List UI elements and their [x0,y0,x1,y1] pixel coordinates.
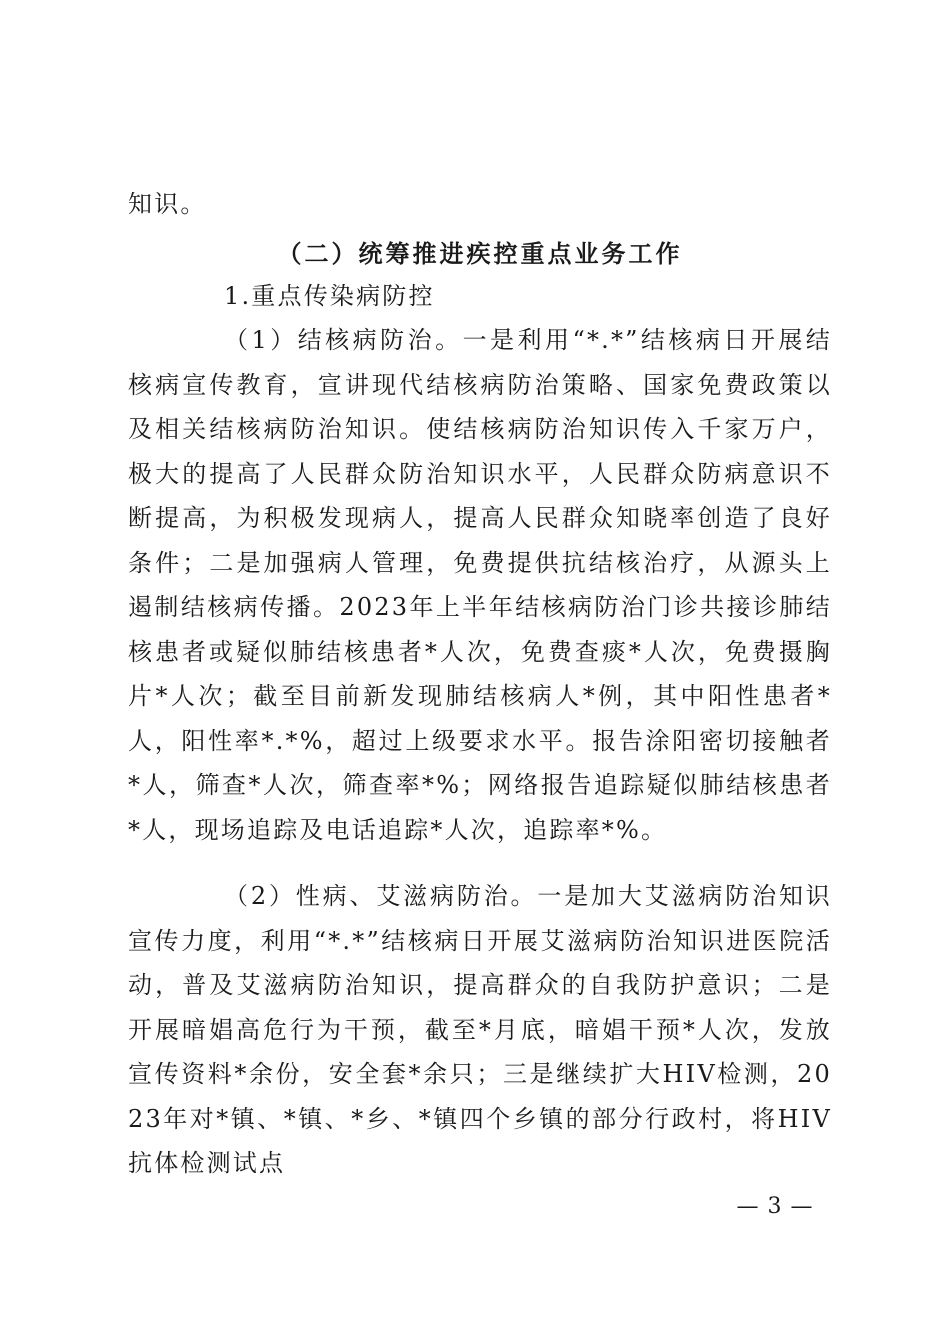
std-hiv-paragraph: （2）性病、艾滋病防治。一是加大艾滋病防治知识宣传力度，利用“*.*”结核病日开展艾滋病防治知识进医院活动，普及艾滋病防治知识，提高群众的自我防护意识；二是开展暗娼高危行为干预，截至*月底，暗娼干预*人次，发放宣传资料*余份，安全套*余只；三是继续扩大HIV检测，2023年对*镇、*镇、*乡、*镇四个乡镇的部分行政村，将HIV抗体检测试点 [128,882,832,1177]
tuberculosis-paragraph: （1）结核病防治。一是利用“*.*”结核病日开展结核病宣传教育，宣讲现代结核病防治策略、国家免费政策以及相关结核病防治知识。使结核病防治知识传入千家万户，极大的提高了人民群众防治知识水平，人民群众防病意识不断提高，为积极发现病人，提高人民群众知晓率创造了良好条件；二是加强病人管理，免费提供抗结核治疗，从源头上遏制结核病传播。2023年上半年结核病防治门诊共接诊肺结核患者或疑似肺结核患者*人次，免费查痰*人次，免费摄胸片*人次；截至目前新发现肺结核病人*例，其中阳性患者*人，阳性率*.*%，超过上级要求水平。报告涂阳密切接触者*人，筛查*人次，筛查率*%；网络报告追踪疑似肺结核患者*人，现场追踪及电话追踪*人次，追踪率*%。 [128,326,832,844]
continuation-paragraph: 知识。 [128,190,207,218]
subsection-heading: 1.重点传染病防控 [224,282,435,310]
page-number: — 3 — [736,1194,814,1219]
section-heading: （二）统筹推进疾控重点业务工作 [277,239,683,268]
